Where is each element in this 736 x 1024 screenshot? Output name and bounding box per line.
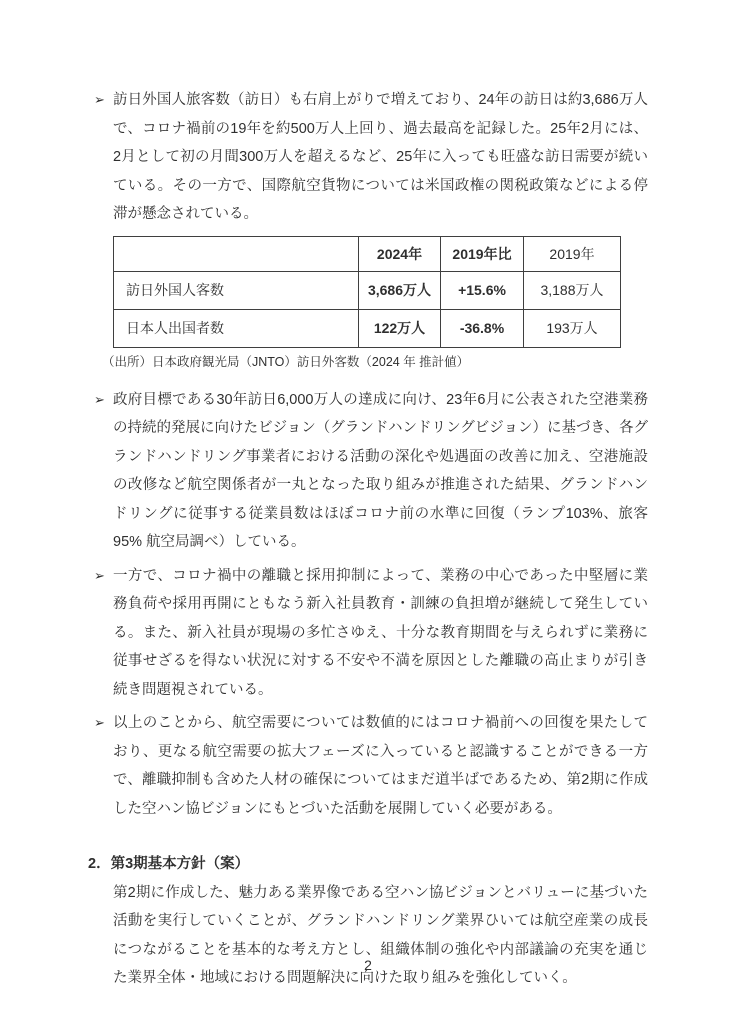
table-header-vs2019: 2019年比: [441, 236, 524, 271]
value-2019: 193万人: [524, 309, 621, 347]
row-label: 日本人出国者数: [114, 309, 359, 347]
visitor-statistics-table: [113, 236, 621, 348]
page-number: 2: [364, 957, 372, 973]
bullet-paragraph-ground-handling-vision: [88, 386, 648, 557]
table-row-foreign-visitors: [114, 271, 621, 309]
arrowhead-bullet-icon: ➢: [94, 715, 105, 730]
value-2024: 3,686万人: [359, 271, 441, 309]
arrowhead-bullet-icon: ➢: [94, 92, 105, 107]
page-content: [88, 86, 648, 993]
section-body-paragraph: 第2期に作成した、魅力ある業界像である空ハン協ビジョンとバリューに基づいた活動を実行していくことが、グランドハンドリング業界ひいては航空産業の成長につながることを基本的な考え方とし、組織体制の強化や内部議論の充実を通じた業界全体・地域における問題解決に向けた取り組みを強化していく。: [113, 884, 648, 986]
value-vs2019: +15.6%: [441, 271, 524, 309]
table-header-2019: 2019年: [524, 236, 621, 271]
arrowhead-bullet-icon: ➢: [94, 567, 105, 583]
table-row-japanese-departures: [114, 309, 621, 347]
bullet-paragraph-workforce-issues: [88, 562, 648, 705]
bullet-paragraph-conclusion: [88, 709, 648, 823]
value-2019: 3,188万人: [524, 271, 621, 309]
table-source-caption: （出所）日本政府観光局（JNTO）訪日外客数（2024 年 推計値）: [102, 354, 470, 369]
arrowhead-bullet-icon: ➢: [94, 391, 105, 407]
value-vs2019: -36.8%: [441, 309, 524, 347]
value-2024: 122万人: [359, 309, 441, 347]
table-header-2024: 2024年: [359, 236, 441, 271]
bullet-text: 一方で、コロナ禍中の離職と採用抑制によって、業務の中心であった中堅層に業務負荷や採用再開にともなう新入社員教育・訓練の負担増が継続して発生している。また、新入社員が現場の多忙さゆえ、十分な教育期間を与えられずに業務に従事せざるを得ない状況に対する不安や不満を原因とした離職の高止まりが引き続き問題視されている。: [113, 567, 648, 698]
table-header-row: [114, 236, 621, 271]
bullet-text: 政府目標である30年訪日6,000万人の達成に向け、23年6月に公表された空港業務の持続的発展に向けたビジョン（グランドハンドリングビジョン）に基づき、各グランドハンドリング事業者における活動の深化や処遇面の改善に加え、空港施設の改修など航空関係者が一丸となった取り組みが推進された結果、グランドハンドリングに従事する従業員数はほぼコロナ前の水準に回復（ランプ103%、旅客95% 航空局調べ）している。: [113, 391, 648, 550]
bullet-text: 以上のことから、航空需要については数値的にはコロナ禍前への回復を果たしており、更なる航空需要の拡大フェーズに入っていると認識することができる一方で、離職抑制も含めた人材の確保についてはまだ道半ばであるため、第2期に作成した空ハン協ビジョンにもとづいた活動を展開していく必要がある。: [113, 715, 648, 817]
bullet-text: 訪日外国人旅客数（訪日）も右肩上がりで増えており、24年の訪日は約3,686万人で、コロナ禍前の19年を約500万人上回り、過去最高を記録した。25年2月には、2月として初の月間300万人を超えるなど、25年に入っても旺盛な訪日需要が続いている。その一方で、国際航空貨物については米国政権の関税政策などによる停滞が懸念されている。: [113, 92, 648, 222]
row-label: 訪日外国人客数: [114, 271, 359, 309]
section-heading-basic-policy: 2．第3期基本方針（案）: [88, 856, 250, 872]
table-header-empty: [114, 236, 359, 271]
bullet-paragraph-inbound-visitors: [88, 86, 648, 229]
